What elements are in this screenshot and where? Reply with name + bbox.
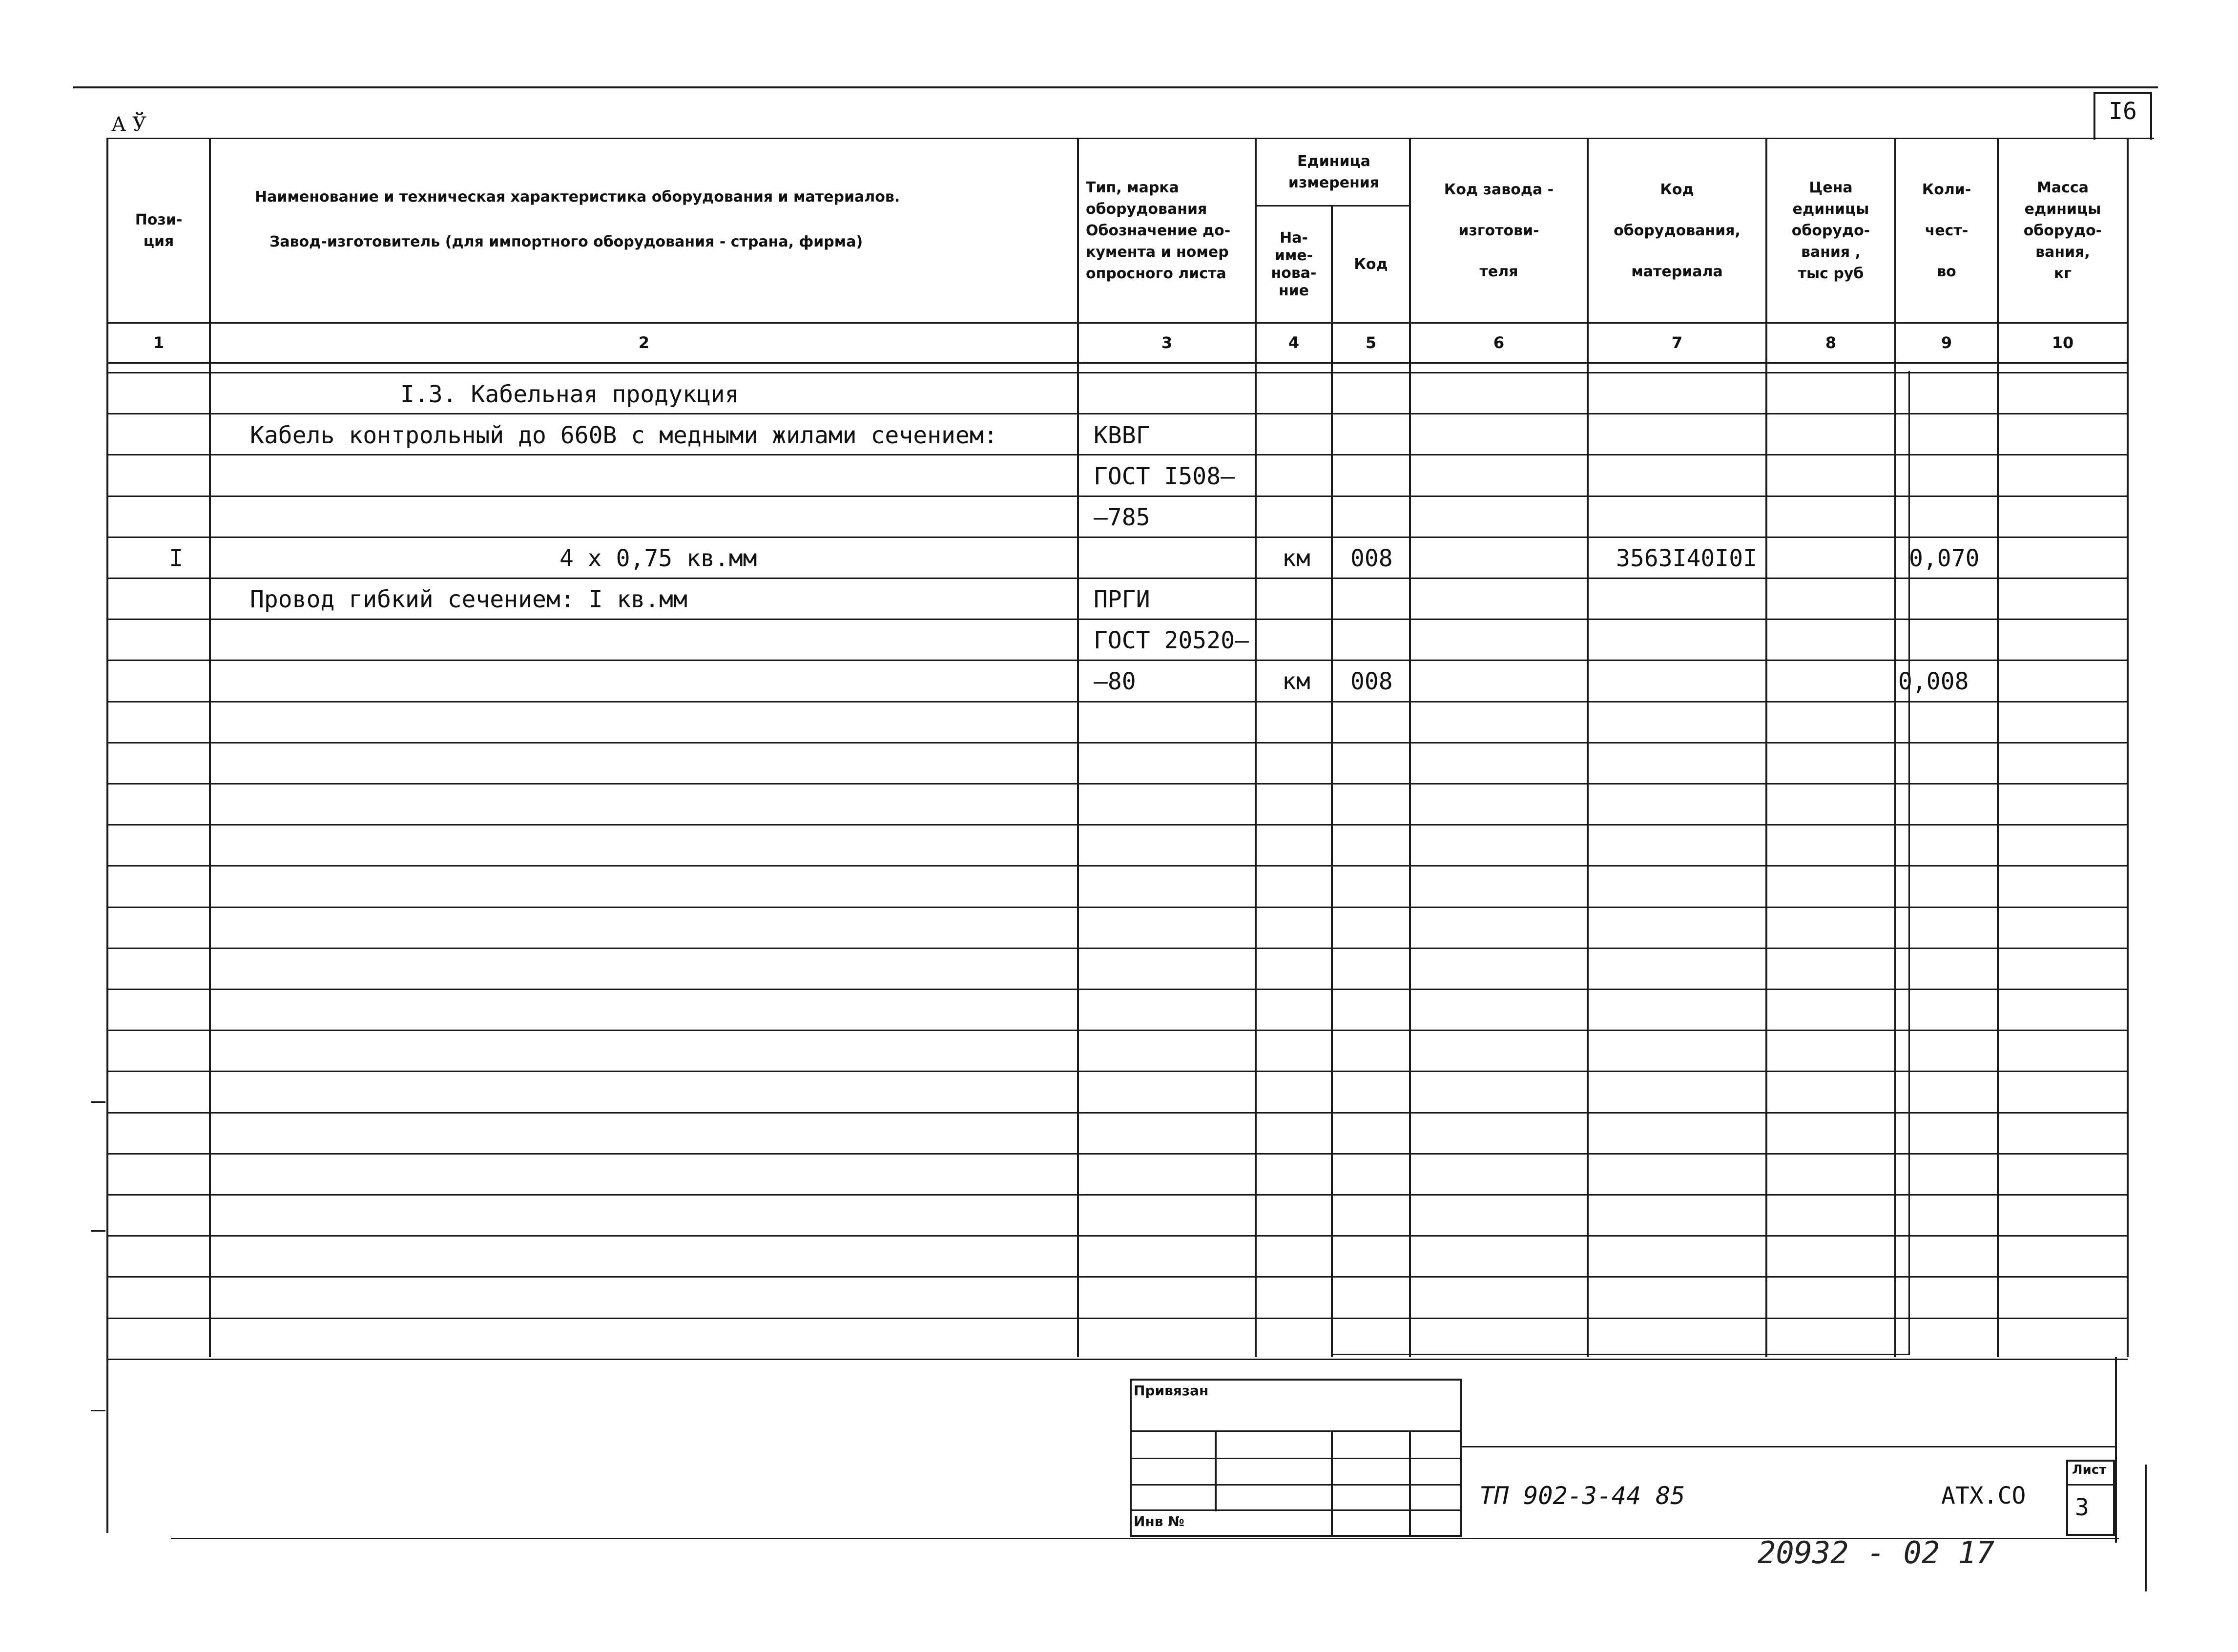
header-position: Пози- ция [135, 211, 183, 250]
stamp-inv-label: Инв № [1134, 1513, 1184, 1529]
colnum-5: 5 [1365, 333, 1377, 352]
row-rule [106, 742, 2128, 743]
title-top-rule [1462, 1446, 2116, 1447]
row-rule [106, 824, 2128, 826]
cell-unit-name: км [1282, 668, 1310, 695]
header-unit-group: Единица измерения [1288, 153, 1380, 191]
stamp-col-3 [1409, 1430, 1411, 1536]
units-column-frame [1331, 371, 1910, 1355]
row-rule [106, 1276, 2128, 1278]
margin-tick [91, 1101, 105, 1103]
table-top-border [106, 138, 2154, 139]
cell-unit-name: км [1282, 545, 1310, 572]
colnum-8: 8 [1825, 333, 1837, 352]
row-rule [106, 948, 2128, 949]
colnum-6: 6 [1493, 333, 1505, 352]
page-top-rule [73, 86, 2158, 88]
col-line-4 [1331, 206, 1333, 1357]
stamp-rule-3 [1130, 1484, 1462, 1486]
sheet-label: Лист [2072, 1463, 2107, 1477]
cell-unit-code: 008 [1350, 668, 1393, 695]
row-rule [106, 1235, 2128, 1237]
header-mass: Масса единицы оборудо- вания, кг [2023, 179, 2102, 282]
header-plant-code: Код завода - изготови- теля [1444, 181, 1554, 280]
row-rule [106, 1071, 2128, 1072]
row-rule [106, 372, 2128, 373]
cell-type: КВВГ [1094, 422, 1150, 449]
cell-equipment-code: 3563I40I0I [1616, 545, 1757, 572]
cell-name: I.3. Кабельная продукция [400, 381, 739, 408]
header-type: Тип, марка оборудования Обозначение до- кумента и номер опросного листа [1086, 179, 1231, 282]
stamp-col-1 [1215, 1430, 1217, 1511]
header-equipment-code: Код оборудования, материала [1614, 181, 1741, 280]
right-border [2115, 1357, 2117, 1543]
colnum-4: 4 [1288, 333, 1300, 352]
header-unit-code: Код [1354, 256, 1388, 273]
colnum-9: 9 [1941, 333, 1952, 352]
cell-unit-code: 008 [1350, 545, 1393, 572]
cell-name: 4 х 0,75 кв.мм [560, 545, 757, 572]
column-number-rule [106, 362, 2128, 364]
col-line-10 [2127, 138, 2129, 1357]
row-rule [106, 865, 2128, 867]
row-rule [106, 1112, 2128, 1114]
cell-quantity: 0,008 [1898, 668, 1969, 695]
cell-type: ГОСТ I508– [1094, 463, 1235, 490]
colnum-7: 7 [1671, 333, 1683, 352]
row-rule [106, 1194, 2128, 1196]
colnum-2: 2 [638, 333, 650, 352]
stamp-col-2 [1331, 1430, 1333, 1536]
row-rule [106, 783, 2128, 785]
stamp-rule-2 [1130, 1458, 1462, 1459]
row-rule [106, 1359, 2128, 1360]
row-rule [106, 1153, 2128, 1155]
cell-position: I [169, 545, 183, 572]
colnum-3: 3 [1161, 333, 1173, 352]
sheet-value: 3 [2075, 1494, 2089, 1521]
row-rule [106, 1318, 2128, 1319]
cell-name: Кабель контрольный до 660В с медными жилами сечением: [250, 422, 998, 449]
top-sheet-number: I6 [2109, 98, 2137, 125]
cell-quantity: 0,070 [1909, 545, 1980, 572]
right-margin-line [2145, 1465, 2147, 1591]
stamp-bound-label: Привязан [1134, 1383, 1209, 1399]
header-name-line1: Наименование и техническая характеристика оборудования и материалов. [255, 188, 900, 206]
footer-handwritten-number: 20932 - 02 17 [1758, 1535, 1995, 1570]
margin-tick [91, 1410, 105, 1411]
colnum-10: 10 [2052, 333, 2074, 352]
corner-mark: А Ў [111, 113, 146, 136]
stamp-rule-1 [1130, 1430, 1462, 1432]
header-unit-price: Цена единицы оборудо- вания , тыс руб [1791, 179, 1870, 282]
unit-subheader-rule [1257, 205, 1411, 206]
cell-name: Провод гибкий сечением: I кв.мм [250, 586, 687, 613]
cell-type: ПРГИ [1094, 586, 1150, 613]
header-quantity: Коли- чест- во [1922, 181, 1971, 280]
cell-type: –785 [1094, 504, 1150, 531]
cell-type: –80 [1094, 668, 1136, 695]
header-unit-name: На- име- нова- ние [1271, 229, 1317, 299]
row-rule [106, 989, 2128, 990]
colnum-1: 1 [153, 333, 165, 352]
margin-tick [91, 1230, 105, 1232]
stamp-rule-4 [1130, 1509, 1462, 1511]
header-name-line2: Завод-изготовитель (для импортного оборудования - страна, фирма) [269, 233, 863, 250]
doc-code-prefix: ТП 902-3-44 85 [1479, 1482, 1685, 1510]
header-name [211, 140, 1077, 322]
cell-type: ГОСТ 20520– [1094, 627, 1249, 654]
row-rule [106, 907, 2128, 908]
row-rule [106, 1030, 2128, 1031]
doc-code-suffix: АТХ.СО [1941, 1482, 2026, 1509]
sheet-box-rule [2066, 1484, 2115, 1486]
